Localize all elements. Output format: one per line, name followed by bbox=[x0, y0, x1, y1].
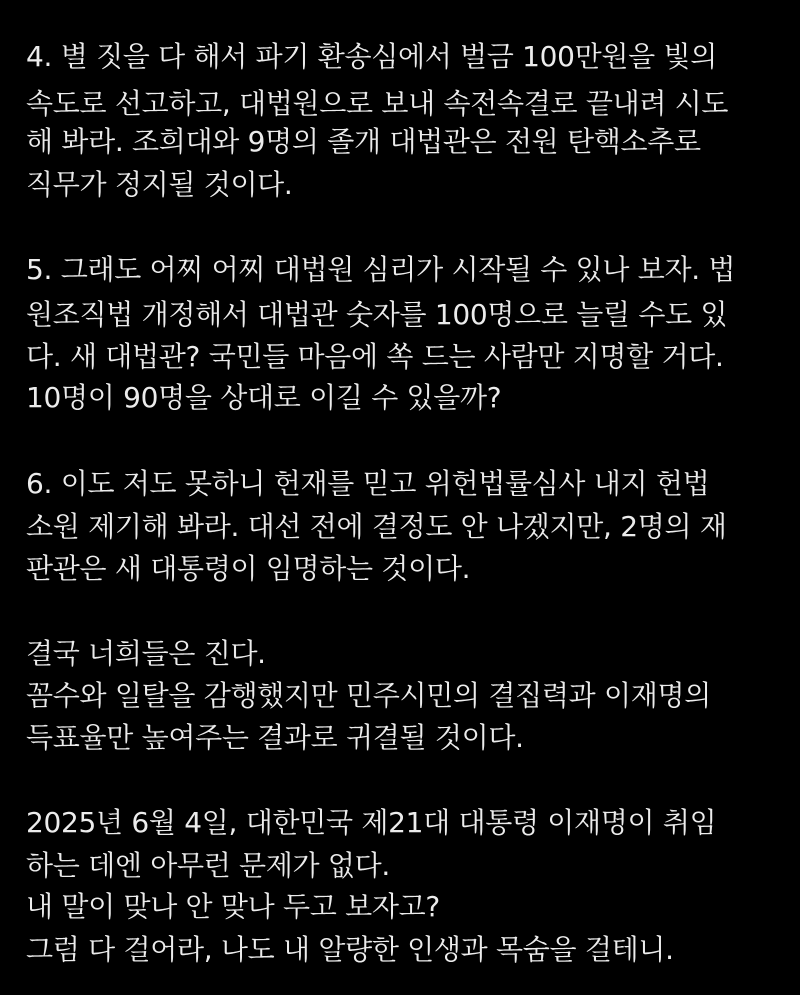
paragraph-4-line-1: 4. 별 짓을 다 해서 파기 환송심에서 벌금 100만원을 빛의 bbox=[26, 40, 718, 73]
conclusion-line-3: 득표율만 높여주는 결과로 귀결될 것이다. bbox=[26, 721, 524, 754]
conclusion-line-2: 꼼수와 일탈을 감행했지만 민주시민의 결집력과 이재명의 bbox=[26, 679, 711, 712]
paragraph-5-line-3: 다. 새 대법관? 국민들 마음에 쏙 드는 사람만 지명할 거다. bbox=[26, 340, 724, 373]
conclusion-line-1: 결국 너희들은 진다. bbox=[26, 637, 266, 670]
paragraph-6-line-2: 소원 제기해 봐라. 대선 전에 결정도 안 나겠지만, 2명의 재 bbox=[26, 510, 727, 543]
paragraph-4-line-2: 속도로 선고하고, 대법원으로 보내 속전속결로 끝내려 시도 bbox=[26, 87, 729, 120]
paragraph-5-line-1: 5. 그래도 어찌 어찌 대법원 심리가 시작될 수 있나 보자. 법 bbox=[26, 253, 736, 286]
paragraph-4-line-4: 직무가 정지될 것이다. bbox=[26, 168, 293, 201]
paragraph-6-line-3: 판관은 새 대통령이 임명하는 것이다. bbox=[26, 552, 471, 585]
closing-line-4: 그럼 다 걸어라, 나도 내 알량한 인생과 목숨을 걸테니. bbox=[26, 933, 674, 966]
closing-line-2: 하는 데엔 아무런 문제가 없다. bbox=[26, 849, 390, 882]
paragraph-4-line-3: 해 봐라. 조희대와 9명의 졸개 대법관은 전원 탄핵소추로 bbox=[26, 125, 701, 158]
closing-line-1: 2025년 6월 4일, 대한민국 제21대 대통령 이재명이 취임 bbox=[26, 806, 717, 839]
paragraph-5-line-2: 원조직법 개정해서 대법관 숫자를 100명으로 늘릴 수도 있 bbox=[26, 298, 728, 331]
paragraph-5-line-4: 10명이 90명을 상대로 이길 수 있을까? bbox=[26, 381, 502, 414]
closing-line-3: 내 말이 맞나 안 맞나 두고 보자고? bbox=[26, 890, 440, 923]
paragraph-6-line-1: 6. 이도 저도 못하니 헌재를 믿고 위헌법률심사 내지 헌법 bbox=[26, 467, 710, 500]
